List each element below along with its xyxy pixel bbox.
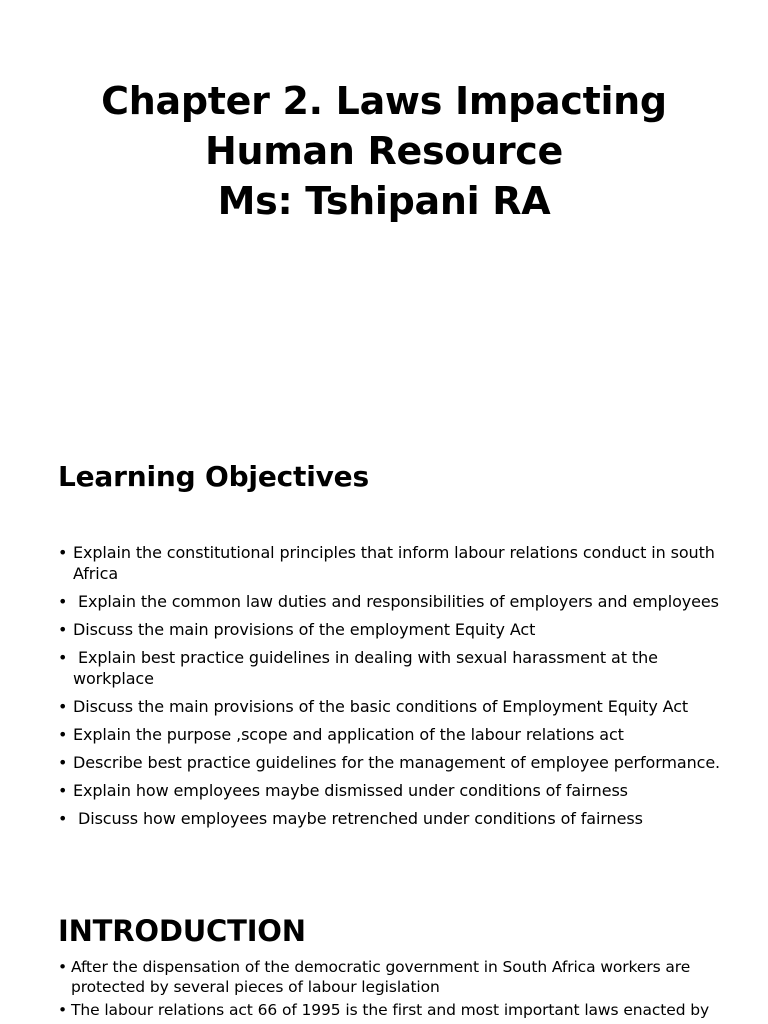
title-slide [0, 0, 768, 280]
title-line: Chapter 2. Laws Impacting [101, 79, 667, 123]
slide-heading: Learning Objectives [58, 460, 369, 493]
slide-title [0, 76, 768, 226]
objectives-list [58, 542, 738, 836]
list-item: • Discuss how employees maybe retrenched under conditions of fairness [58, 808, 738, 829]
list-item: • Discuss the main provisions of the employment Equity Act [58, 619, 738, 640]
list-item: • Explain the constitutional principles that inform labour relations conduct in south Africa [58, 542, 738, 584]
list-item: • Describe best practice guidelines for the management of employee performance. [58, 752, 738, 773]
list-item: • The labour relations act 66 of 1995 is the first and most important laws enacted by [58, 1000, 738, 1020]
title-line: Human Resource [204, 129, 564, 173]
list-item: • Explain how employees maybe dismissed under conditions of fairness [58, 780, 738, 801]
list-item: • Explain the common law duties and responsibilities of employers and employees [58, 591, 738, 612]
list-item: • Explain best practice guidelines in dealing with sexual harassment at the workplace [58, 647, 738, 689]
slide-heading: INTRODUCTION [58, 914, 306, 948]
list-item: • Discuss the main provisions of the basic conditions of Employment Equity Act [58, 696, 738, 717]
introduction-list [58, 957, 738, 1023]
list-item: • Explain the purpose ,scope and application of the labour relations act [58, 724, 738, 745]
list-item: • After the dispensation of the democratic government in South Africa workers are protected by several pieces of labour legislation [58, 957, 738, 997]
presenter-line: Ms: Tshipani RA [217, 179, 551, 223]
